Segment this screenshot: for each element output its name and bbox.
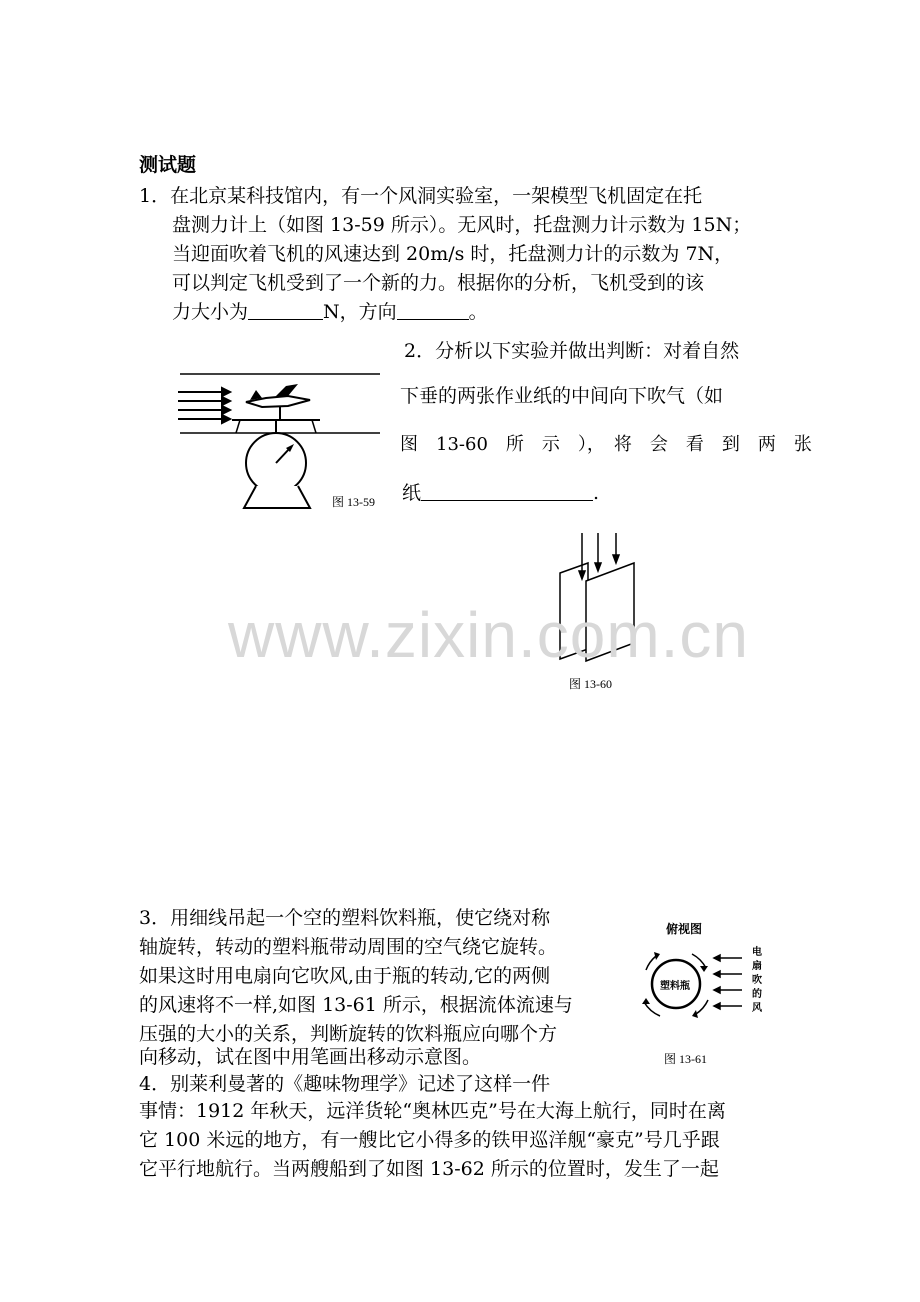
q4-line-2: 事情：1912 年秋天，远洋货轮“奥林匹克”号在大海上航行，同时在离 [139,1100,726,1122]
q3-line-3: 如果这时用电扇向它吹风,由于瓶的转动,它的两侧 [139,965,551,987]
q1-line-5 [172,298,488,327]
fan-label-char: 吹 [752,975,762,986]
q4-line-1: 4．别莱利曼著的《趣味物理学》记述了这样一件 [139,1073,551,1095]
q3-line-2: 轴旋转，转动的塑料瓶带动周围的空气绕它旋转。 [139,936,558,958]
q3-line-1: 3．用细线吊起一个空的塑料饮料瓶，使它绕对称 [139,907,551,929]
q1-direction-prefix: N，方向 [323,301,397,323]
q3-line-5: 压强的大小的关系，判断旋转的饮料瓶应向哪个方 [139,1023,558,1045]
fan-wind-label [752,946,766,1016]
figure-13-60-caption: 图 13-60 [569,677,612,691]
figure-13-61-caption: 图 13-61 [664,1052,707,1066]
q1-direction-blank[interactable] [397,299,469,320]
figure-13-61-title: 俯视图 [666,922,703,936]
q1-line-1: 1．在北京某科技馆内，有一个风洞实验室，一架模型飞机固定在托 [139,185,703,207]
q2-line-4 [402,479,599,508]
q1-force-blank[interactable] [248,299,323,320]
fan-label-char: 的 [752,989,762,1000]
watermark: www.zixin.com.cn [228,599,749,671]
q4-line-3: 它 100 米远的地方，有一艘比它小得多的铁甲巡洋舰“豪克”号几乎跟 [139,1129,720,1151]
q2-line-2: 下垂的两张作业纸的中间向下吹气（如 [400,385,724,407]
fan-label-char: 扇 [752,961,762,972]
q2-line-1: 2．分析以下实验并做出判断：对着自然 [404,340,740,362]
page-heading: 测试题 [139,154,197,176]
fan-label-char: 电 [752,947,762,958]
q2-paper-prefix: 纸 [402,482,422,504]
q1-line-4: 可以判定飞机受到了一个新的力。根据你的分析，飞机受到的该 [172,272,705,294]
bottle-label: 塑料瓶 [660,981,690,992]
q1-line-3: 当迎面吹着飞机的风速达到 20m/s 时，托盘测力计的示数为 7N， [172,243,734,265]
q4-line-4: 它平行地航行。当两艘船到了如图 13-62 所示的位置时，发生了一起 [139,1158,719,1180]
q3-line-6: 向移动，试在图中用笔画出移动示意图。 [139,1046,482,1068]
model-plane-icon [246,384,310,420]
wind-arrows-icon [714,955,742,1009]
q1-end: 。 [468,301,488,323]
q1-force-prefix: 力大小为 [172,301,249,323]
figure-13-59-caption: 图 13-59 [332,495,375,509]
fan-label-char: 风 [752,1003,762,1014]
q2-answer-blank[interactable] [421,480,593,501]
q2-line-3: 图 13-60 所 示 ）， 将 会 看 到 两 张 [400,434,812,455]
q3-line-4: 的风速将不一样,如图 13-61 所示，根据流体流速与 [139,994,573,1016]
figure-13-61 [630,910,780,1030]
q1-line-2: 盘测力计上（如图 13-59 所示）。无风时，托盘测力计示数为 15N； [172,214,752,236]
q2-end: . [593,482,600,504]
